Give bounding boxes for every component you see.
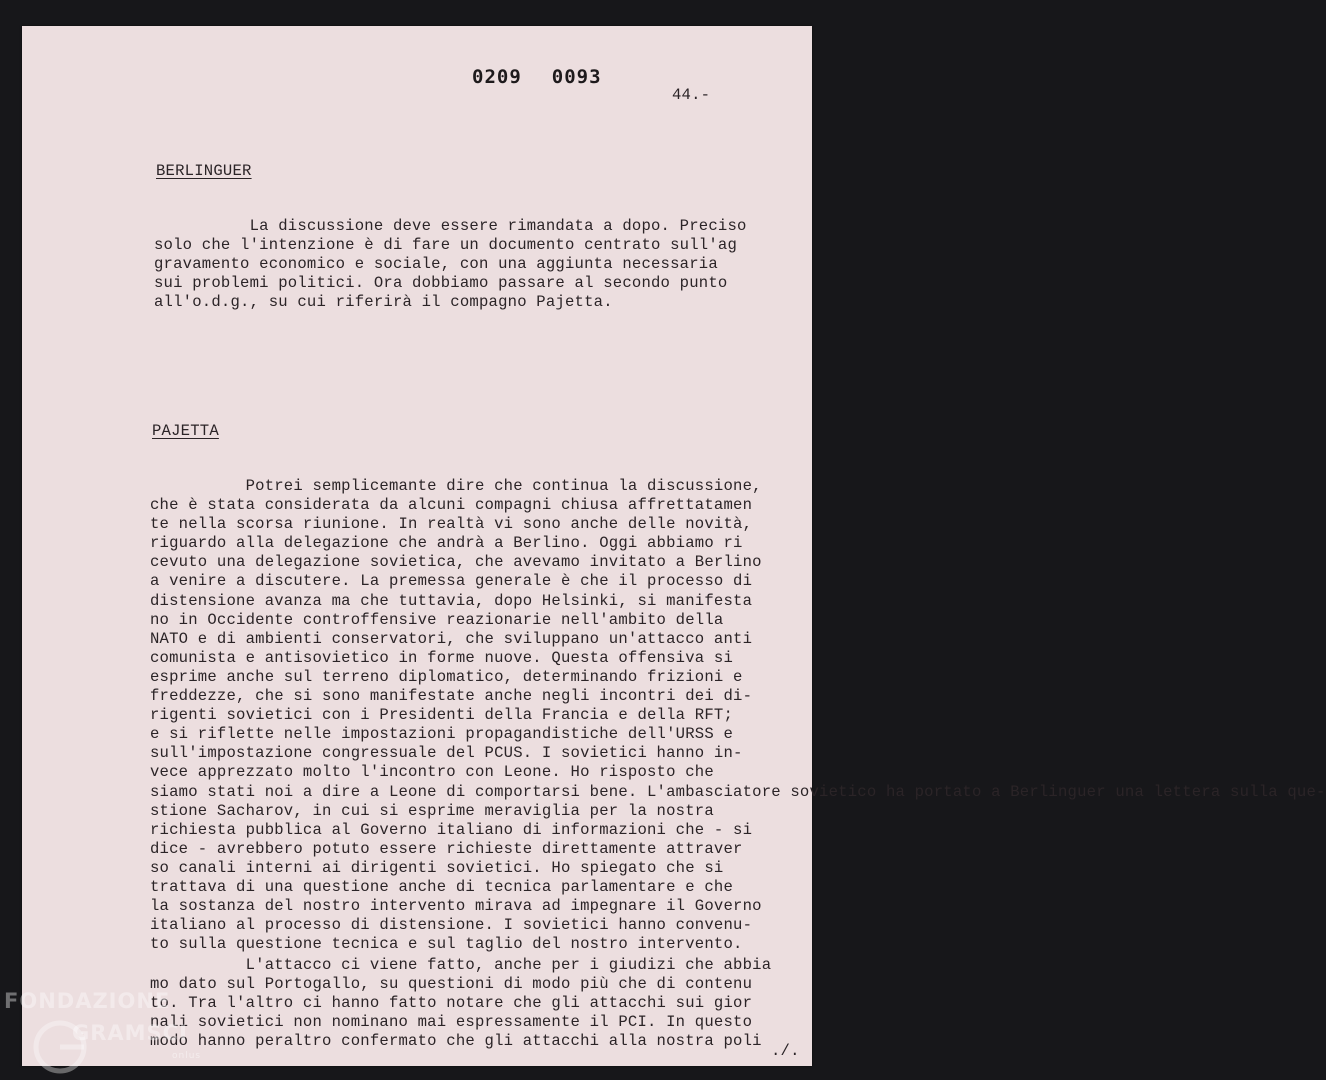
speaker-heading-berlinguer: BERLINGUER xyxy=(156,162,252,180)
archive-code-right: 0093 xyxy=(551,66,602,88)
pajetta-paragraph-2: L'attacco ci viene fatto, anche per i giudizi che abbia mo dato sul Portogallo, su questioni di modo più che di contenu to. Tra l'altro ci hanno fatto notare che gli attacchi sui gior nali sovietici non nominano mai espressamente il PCI. In questo modo hanno peraltro confermato che gli attacchi alla nostra poli xyxy=(150,956,772,1051)
speaker-heading-pajetta: PAJETTA xyxy=(152,422,219,440)
fondazione-gramsci-watermark xyxy=(0,985,230,1080)
document-page xyxy=(22,26,1326,1066)
continuation-mark: ./. xyxy=(771,1042,800,1060)
berlinguer-paragraph: La discussione deve essere rimandata a dopo. Preciso solo che l'intenzione è di fare un documento centrato sull'ag gravamento economico e sociale, con una aggiunta necessaria sui problemi politici. Ora dobbiamo passare al secondo punto all'o.d.g., su cui riferirà il compagno Pajetta. xyxy=(154,217,747,312)
watermark-sub: onlus xyxy=(172,1051,202,1061)
archive-code-left: 0209 xyxy=(472,66,522,88)
watermark-line1: FONDAZIONE xyxy=(4,989,171,1013)
archive-number xyxy=(472,66,602,88)
watermark-line2: GRAMSCI xyxy=(72,1021,188,1045)
pajetta-paragraph-1: Potrei semplicemante dire che continua la discussione, che è stata considerata da alcuni compagni chiusa affrettatamen te nella scorsa riunione. In realtà vi sono anche delle novità, riguardo alla delegazione che andrà a Berlino. Oggi abbiamo ri cevuto una delegazione sovietica, che avevamo invitato a Berlino a venire a discutere. La premessa generale è che il processo di distensione avanza ma che tuttavia, dopo Helsinki, si manifesta no in Occidente controffensive reazionarie nell'ambito della NATO e di ambienti conservatori, che sviluppano un'attacco anti comunista e antisovietico in forme nuove. Questa offensiva si esprime anche sul terreno diplomatico, determinando frizioni e freddezze, che si sono manifestate anche negli incontri dei di- rigenti sovietici con i Presidenti della Francia e della RFT; e si riflette nelle impostazioni propagandistiche dell'URSS e sull'impostazione congressuale del PCUS. I sovietici hanno in- vece apprezzato molto l'incontro con Leone. Ho risposto che siamo stati noi a dire a Leone di comportarsi bene. L'ambasciatore sovietico ha portato a Berlinguer una lettera sulla que- stione Sacharov, in cui si esprime meraviglia per la nostra richiesta pubblica al Governo italiano di informazioni che - si dice - avrebbero potuto essere richieste direttamente attraver so canali interni ai dirigenti sovietici. Ho spiegato che si trattava di una questione anche di tecnica parlamentare e che la sostanza del nostro intervento mirava ad impegnare il Governo italiano al processo di distensione. I sovietici hanno convenu- to sulla questione tecnica e sul taglio del nostro intervento. xyxy=(150,477,1326,954)
page-number: 44.- xyxy=(672,86,711,104)
